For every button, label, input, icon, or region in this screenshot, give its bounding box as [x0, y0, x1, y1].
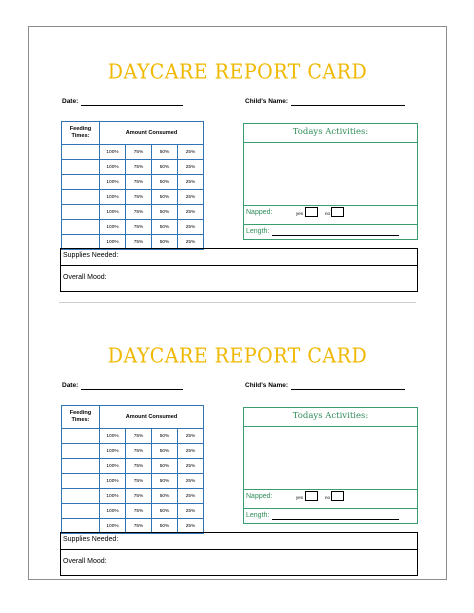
- table-row: [62, 205, 204, 220]
- feeding-time-cell[interactable]: [62, 474, 100, 489]
- length-field[interactable]: [272, 235, 399, 236]
- amount-option[interactable]: 100%: [100, 175, 126, 190]
- amount-option[interactable]: 75%: [126, 145, 152, 160]
- supplies-needed-label: Supplies Needed:: [63, 536, 119, 543]
- amount-option[interactable]: 75%: [126, 160, 152, 175]
- amount-option[interactable]: 100%: [100, 519, 126, 534]
- activities-heading: Todays Activities:: [292, 127, 369, 137]
- yes-label: yes: [296, 495, 304, 500]
- amount-option[interactable]: 100%: [100, 444, 126, 459]
- amount-consumed-header: Amount Consumed: [100, 406, 204, 429]
- table-row: [62, 190, 204, 205]
- amount-option[interactable]: 25%: [178, 175, 204, 190]
- napped-label: Napped:: [246, 209, 273, 216]
- activities-box: [243, 123, 418, 240]
- amount-option[interactable]: 100%: [100, 429, 126, 444]
- amount-option[interactable]: 25%: [178, 504, 204, 519]
- amount-option[interactable]: 25%: [178, 190, 204, 205]
- card-divider: [59, 302, 416, 303]
- feeding-time-cell[interactable]: [62, 444, 100, 459]
- amount-option[interactable]: 25%: [178, 205, 204, 220]
- amount-option[interactable]: 75%: [126, 429, 152, 444]
- card-title: DAYCARE REPORT CARD: [107, 343, 368, 369]
- amount-option[interactable]: 50%: [152, 474, 178, 489]
- feeding-time-cell[interactable]: [62, 489, 100, 504]
- no-checkbox[interactable]: [331, 491, 344, 501]
- yes-checkbox[interactable]: [305, 491, 318, 501]
- supplies-needed-label: Supplies Needed:: [63, 252, 119, 259]
- amount-option[interactable]: 50%: [152, 220, 178, 235]
- amount-option[interactable]: 50%: [152, 205, 178, 220]
- overall-mood-label: Overall Mood:: [63, 274, 107, 281]
- amount-option[interactable]: 75%: [126, 519, 152, 534]
- child-name-label: Child's Name:: [245, 382, 289, 389]
- amount-option[interactable]: 25%: [178, 235, 204, 250]
- amount-option[interactable]: 50%: [152, 235, 178, 250]
- supplies-needed-field[interactable]: [60, 532, 418, 550]
- amount-option[interactable]: 50%: [152, 459, 178, 474]
- amount-option[interactable]: 100%: [100, 220, 126, 235]
- amount-consumed-header: Amount Consumed: [100, 122, 204, 145]
- feeding-time-cell[interactable]: [62, 145, 100, 160]
- amount-option[interactable]: 50%: [152, 489, 178, 504]
- overall-mood-field[interactable]: [60, 265, 418, 292]
- amount-option[interactable]: 25%: [178, 474, 204, 489]
- amount-option[interactable]: 75%: [126, 459, 152, 474]
- feeding-time-cell[interactable]: [62, 175, 100, 190]
- length-label: Length:: [246, 228, 270, 235]
- date-label: Date:: [62, 382, 79, 389]
- feeding-times-header: Feeding Times:: [62, 122, 100, 145]
- amount-option[interactable]: 75%: [126, 220, 152, 235]
- table-row: [62, 474, 204, 489]
- amount-option[interactable]: 100%: [100, 145, 126, 160]
- amount-option[interactable]: 75%: [126, 235, 152, 250]
- amount-option[interactable]: 50%: [152, 504, 178, 519]
- card-title: DAYCARE REPORT CARD: [107, 59, 368, 85]
- table-row: [62, 489, 204, 504]
- napped-label: Napped:: [246, 493, 273, 500]
- table-row: [62, 459, 204, 474]
- activities-heading: Todays Activities:: [292, 411, 369, 421]
- amount-option[interactable]: 75%: [126, 489, 152, 504]
- amount-option[interactable]: 25%: [178, 220, 204, 235]
- feeding-time-cell[interactable]: [62, 220, 100, 235]
- amount-option[interactable]: 25%: [178, 429, 204, 444]
- amount-option[interactable]: 25%: [178, 459, 204, 474]
- amount-option[interactable]: 50%: [152, 145, 178, 160]
- table-row: [62, 175, 204, 190]
- amount-option[interactable]: 75%: [126, 444, 152, 459]
- amount-option[interactable]: 25%: [178, 489, 204, 504]
- feeding-time-cell[interactable]: [62, 190, 100, 205]
- amount-option[interactable]: 100%: [100, 474, 126, 489]
- table-row: [62, 145, 204, 160]
- supplies-needed-field[interactable]: [60, 248, 418, 266]
- table-row: [62, 504, 204, 519]
- no-checkbox[interactable]: [331, 207, 344, 217]
- amount-option[interactable]: 25%: [178, 444, 204, 459]
- amount-option[interactable]: 50%: [152, 175, 178, 190]
- amount-option[interactable]: 100%: [100, 459, 126, 474]
- amount-option[interactable]: 50%: [152, 444, 178, 459]
- amount-option[interactable]: 25%: [178, 145, 204, 160]
- amount-option[interactable]: 50%: [152, 519, 178, 534]
- amount-option[interactable]: 100%: [100, 190, 126, 205]
- report-card-page: [28, 26, 447, 580]
- amount-option[interactable]: 25%: [178, 519, 204, 534]
- feeding-time-cell[interactable]: [62, 429, 100, 444]
- amount-option[interactable]: 100%: [100, 504, 126, 519]
- activities-box: [243, 407, 418, 524]
- amount-option[interactable]: 50%: [152, 190, 178, 205]
- feeding-times-header: Feeding Times:: [62, 406, 100, 429]
- feeding-time-cell[interactable]: [62, 205, 100, 220]
- no-label: no: [325, 495, 331, 500]
- amount-option[interactable]: 25%: [178, 160, 204, 175]
- overall-mood-field[interactable]: [60, 549, 418, 576]
- amount-option[interactable]: 100%: [100, 489, 126, 504]
- amount-option[interactable]: 75%: [126, 474, 152, 489]
- amount-option[interactable]: 100%: [100, 205, 126, 220]
- date-label: Date:: [62, 98, 79, 105]
- amount-option[interactable]: 50%: [152, 160, 178, 175]
- report-card-2: [29, 311, 446, 573]
- amount-option[interactable]: 100%: [100, 160, 126, 175]
- amount-option[interactable]: 75%: [126, 175, 152, 190]
- child-name-field[interactable]: [291, 389, 405, 390]
- feeding-table: [61, 405, 204, 534]
- yes-label: yes: [296, 211, 304, 216]
- amount-option[interactable]: 50%: [152, 429, 178, 444]
- feeding-time-cell[interactable]: [62, 504, 100, 519]
- table-row: [62, 220, 204, 235]
- yes-checkbox[interactable]: [305, 207, 318, 217]
- amount-option[interactable]: 100%: [100, 235, 126, 250]
- amount-option[interactable]: 75%: [126, 205, 152, 220]
- feeding-time-cell[interactable]: [62, 160, 100, 175]
- length-field[interactable]: [272, 519, 399, 520]
- feeding-table: [61, 121, 204, 250]
- table-row: [62, 444, 204, 459]
- overall-mood-label: Overall Mood:: [63, 558, 107, 565]
- report-card-1: [29, 27, 446, 289]
- date-field[interactable]: [81, 389, 183, 390]
- length-label: Length:: [246, 512, 270, 519]
- amount-option[interactable]: 75%: [126, 190, 152, 205]
- child-name-label: Child's Name:: [245, 98, 289, 105]
- feeding-time-cell[interactable]: [62, 459, 100, 474]
- table-row: [62, 429, 204, 444]
- date-field[interactable]: [81, 105, 183, 106]
- no-label: no: [325, 211, 331, 216]
- amount-option[interactable]: 75%: [126, 504, 152, 519]
- child-name-field[interactable]: [291, 105, 405, 106]
- table-row: [62, 160, 204, 175]
